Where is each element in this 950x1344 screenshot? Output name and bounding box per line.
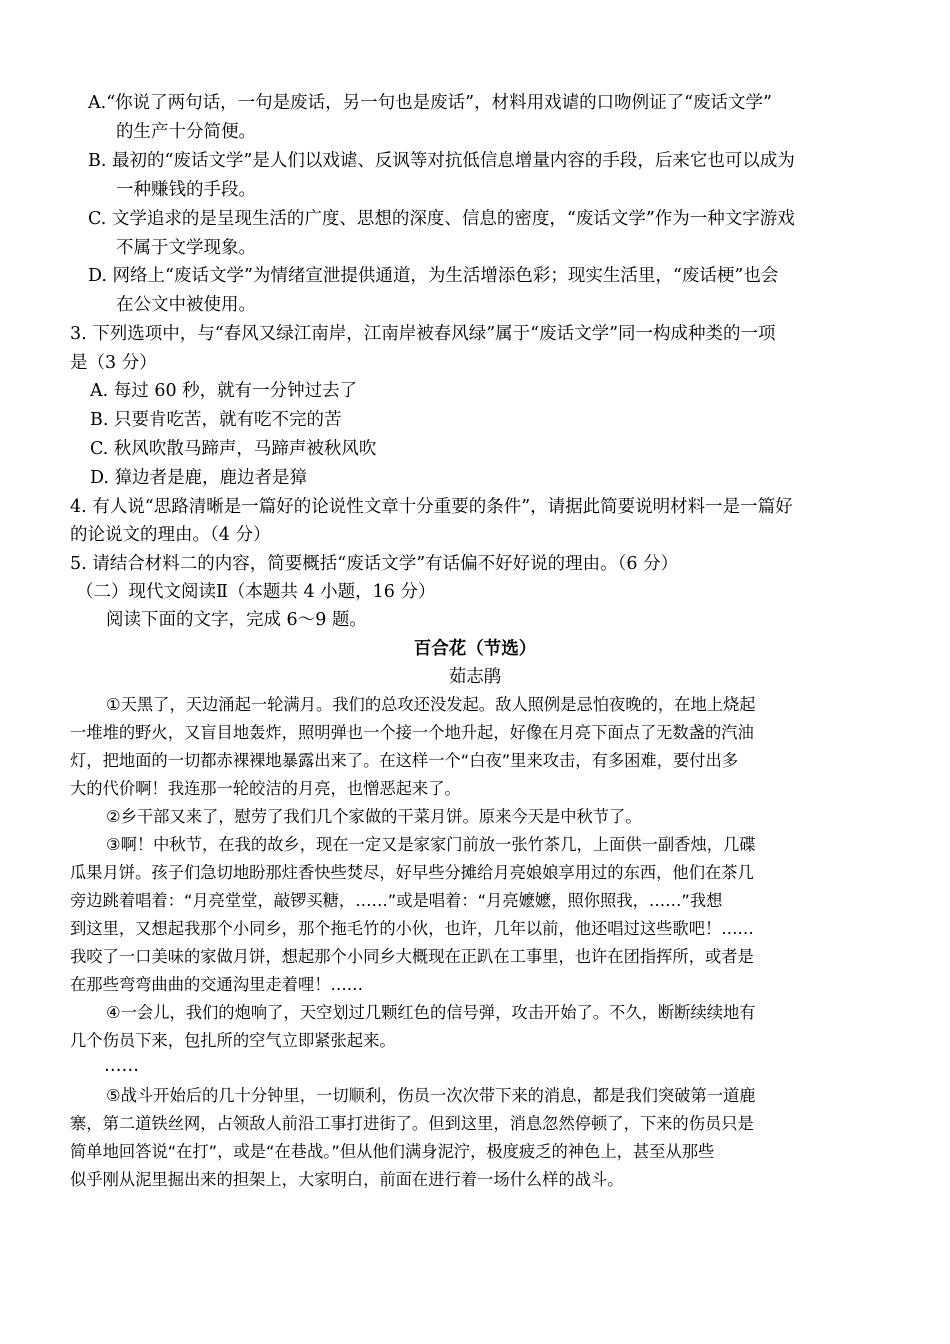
story-p3-line2: 瓜果月饼。孩子们急切地盼那炷香快些焚尽，好早些分摊给月亮娘娘享用过的东西，他们在茶几 — [70, 863, 754, 882]
story-p4-line1: ④一会儿，我们的炮响了，天空划过几颗红色的信号弹，攻击开始了。不久，断断续续地有 — [106, 1003, 756, 1022]
q3-stem-line2: 是（3 分） — [70, 353, 157, 373]
q2-option-c-line1: C. 文学追求的是呈现生活的广度、思想的深度、信息的密度，“废话文学”作为一种文字游戏 — [88, 209, 795, 229]
q2-option-b-line1: B. 最初的“废话文学”是人们以戏谑、反讽等对抗低信息增量内容的手段，后来它也可以成为 — [88, 151, 795, 171]
q4-stem-line1: 4. 有人说“思路清晰是一篇好的论说性文章十分重要的条件”，请据此简要说明材料一是一篇好 — [70, 497, 793, 517]
story-p5-line4: 似乎刚从泥里掘出来的担架上，大家明白，前面在进行着一场什么样的战斗。 — [70, 1170, 624, 1189]
q2-option-b-line2: 一种赚钱的手段。 — [116, 180, 256, 200]
story-p5-line1: ⑤战斗开始后的几十分钟里，一切顺利，伤员一次次带下来的消息，都是我们突破第一道鹿 — [106, 1086, 756, 1105]
story-p3-line1: ③啊！中秋节，在我的故乡，现在一定又是家家门前放一张竹茶几，上面供一副香烛，几碟 — [106, 835, 756, 854]
story-p1-line2: 一堆堆的野火，又盲目地轰炸，照明弹也一个接一个地升起，好像在月亮下面点了无数盏的汽油 — [70, 723, 754, 742]
section-heading: （二）现代文阅读Ⅱ（本题共 4 小题，16 分） — [76, 582, 436, 602]
story-p3-line5: 我咬了一口美味的家做月饼，想起那个小同乡大概现在正趴在工事里，也许在团指挥所，或者是 — [70, 947, 754, 966]
story-p5-line3: 简单地回答说“在打”，或是“在巷战。”但从他们满身泥泞，极度疲乏的神色上，甚至从那些 — [70, 1142, 715, 1161]
story-title: 百合花（节选） — [413, 639, 537, 659]
section-instruction: 阅读下面的文字，完成 6～9 题。 — [106, 610, 367, 630]
story-ellipsis: …… — [104, 1056, 139, 1076]
story-p2-line1: ②乡干部又来了，慰劳了我们几个家做的干菜月饼。原来今天是中秋节了。 — [106, 807, 642, 826]
q2-option-c-line2: 不属于文学现象。 — [116, 238, 256, 258]
q3-option-a: A. 每过 60 秒，就有一分钟过去了 — [90, 381, 358, 401]
q3-option-c: C. 秋风吹散马蹄声，马蹄声被秋风吹 — [90, 439, 377, 459]
q3-stem-line1: 3. 下列选项中，与“春风又绿江南岸，江南岸被春风绿”属于“废话文学”同一构成种类的一项 — [70, 324, 776, 344]
story-p1-line4: 大的代价啊！我连那一轮皎洁的月亮，也憎恶起来了。 — [70, 779, 461, 798]
q3-option-d: D. 獐边者是鹿，鹿边者是獐 — [90, 468, 308, 488]
story-p1-line3: 灯，把地面的一切都赤裸裸地暴露出来了。在这样一个“白夜”里来攻击，有多困难，要付出多 — [70, 751, 739, 770]
q2-option-a-line1: A.“你说了两句话，一句是废话，另一句也是废话”，材料用戏谑的口吻例证了“废话文学” — [88, 93, 772, 113]
q2-option-a-line2: 的生产十分简便。 — [116, 122, 256, 142]
story-p3-line6: 在那些弯弯曲曲的交通沟里走着哩！…… — [70, 975, 364, 994]
story-p4-line2: 几个伤员下来，包扎所的空气立即紧张起来。 — [70, 1031, 396, 1050]
q5-stem: 5. 请结合材料二的内容，简要概括“废话文学”有话偏不好好说的理由。（6 分） — [70, 554, 679, 574]
story-p5-line2: 寨，第二道铁丝网，占领敌人前沿工事打进街了。但到这里，消息忽然停顿了，下来的伤员只是 — [70, 1114, 754, 1133]
q2-option-d-line1: D. 网络上“废话文学”为情绪宣泄提供通道，为生活增添色彩；现实生活里，“废话梗”也会 — [88, 266, 779, 286]
story-p3-line3: 旁边跳着唱着：“月亮堂堂，敲锣买糖，……”或是唱着：“月亮嬷嬷，照你照我，……”我想 — [70, 891, 723, 910]
story-p3-line4: 到这里，又想起我那个小同乡，那个拖毛竹的小伙，也许，几年以前，他还唱过这些歌吧！…… — [70, 919, 754, 938]
q3-option-b: B. 只要肯吃苦，就有吃不完的苦 — [90, 410, 342, 430]
q2-option-d-line2: 在公文中被使用。 — [116, 295, 256, 315]
story-author: 茹志鹃 — [448, 667, 502, 687]
q4-stem-line2: 的论说文的理由。（4 分） — [70, 525, 271, 545]
story-p1-line1: ①天黑了，天边涌起一轮满月。我们的总攻还没发起。敌人照例是忌怕夜晚的，在地上烧起 — [106, 695, 756, 714]
